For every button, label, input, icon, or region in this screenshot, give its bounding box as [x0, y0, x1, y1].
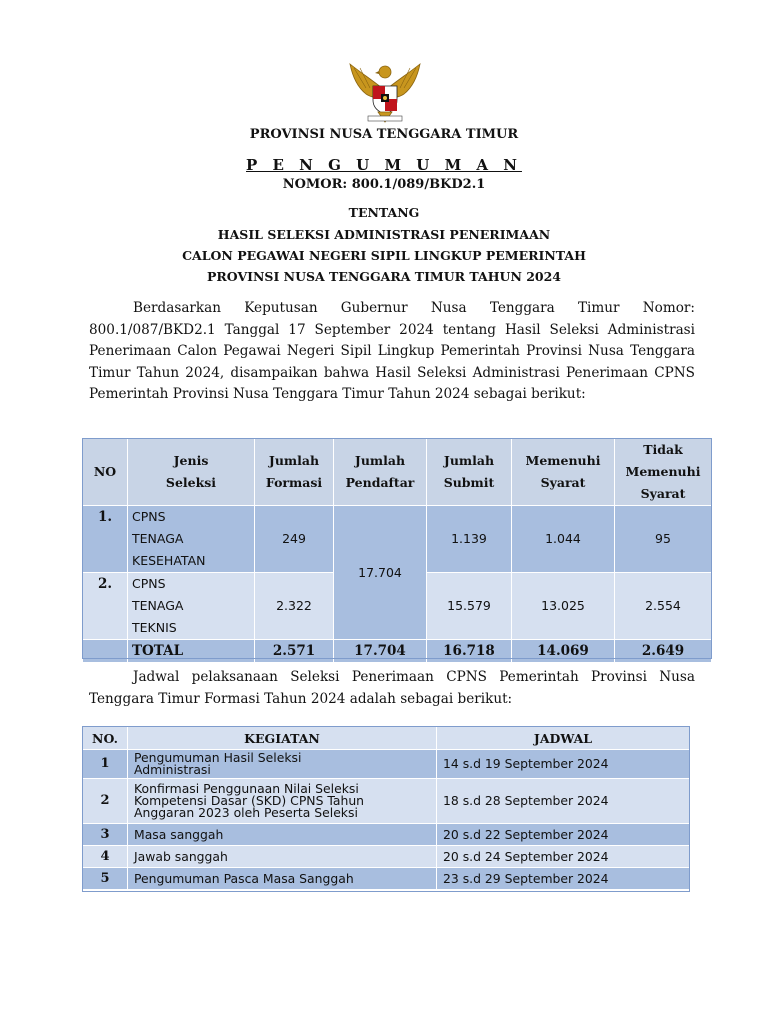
- table-row: [83, 506, 712, 573]
- header-formasi-line-1: Jumlah: [268, 453, 320, 468]
- row-formasi: 249: [255, 506, 334, 573]
- subject-line-3: PROVINSI NUSA TENGGARA TIMUR TAHUN 2024: [206, 269, 562, 284]
- row-formasi: 2.322: [255, 573, 334, 640]
- header-tidak-memenuhi-syarat: [615, 439, 712, 506]
- row-no: 3: [83, 824, 128, 846]
- jenis-line-3: TEKNIS: [132, 620, 177, 635]
- kegiatan-line-1: Jawab sanggah: [134, 848, 228, 864]
- row-no: 1: [83, 750, 128, 779]
- row-jadwal: 14 s.d 19 September 2024: [437, 750, 690, 779]
- garuda-pancasila-emblem-icon: [346, 58, 424, 124]
- jenis-line-3: KESEHATAN: [132, 553, 206, 568]
- row-no: 5: [83, 868, 128, 890]
- row-tidak-memenuhi: 95: [615, 506, 712, 573]
- row-memenuhi: 13.025: [512, 573, 615, 640]
- row-submit: 15.579: [427, 573, 512, 640]
- jenis-line-1: CPNS: [132, 509, 166, 524]
- merged-pendaftar-cell: 17.704: [334, 506, 427, 640]
- total-submit: 16.718: [427, 640, 512, 663]
- row-no: 2.: [83, 573, 128, 640]
- document-title: P E N G U M U M A N: [246, 156, 522, 174]
- schedule-paragraph: Jadwal pelaksanaan Seleksi Penerimaan CPNS Pemerintah Provinsi Nusa Tenggara Timur Formasi Tahun 2024 adalah sebagai berikut:: [89, 669, 695, 707]
- schedule-header-row: [83, 727, 690, 750]
- header-tidak-line-3: Syarat: [640, 486, 686, 501]
- kegiatan-line-1: Pengumuman Hasil Seleksi: [134, 750, 302, 765]
- row-memenuhi: 1.044: [512, 506, 615, 573]
- header-jumlah-pendaftar: [334, 439, 427, 506]
- kegiatan-line-1: Konfirmasi Penggunaan Nilai Seleksi: [134, 781, 359, 796]
- row-jenis-seleksi: [128, 506, 255, 573]
- header-no: NO.: [83, 727, 128, 750]
- results-table: [82, 438, 712, 663]
- header-jenis-seleksi: [128, 439, 255, 506]
- row-jadwal: 20 s.d 24 September 2024: [437, 846, 690, 868]
- row-kegiatan: [128, 779, 437, 824]
- total-tidak-memenuhi: 2.649: [615, 640, 712, 663]
- header-memenuhi-line-2: Syarat: [540, 475, 586, 490]
- kegiatan-line-2: Kompetensi Dasar (SKD) CPNS Tahun: [134, 793, 365, 808]
- total-memenuhi: 14.069: [512, 640, 615, 663]
- row-kegiatan: [128, 868, 437, 890]
- table-row: [83, 779, 690, 824]
- header-memenuhi-syarat: [512, 439, 615, 506]
- jenis-line-2: TENAGA: [132, 531, 184, 546]
- row-submit: 1.139: [427, 506, 512, 573]
- total-pendaftar: 17.704: [334, 640, 427, 663]
- jenis-line-1: CPNS: [132, 576, 166, 591]
- province-heading: PROVINSI NUSA TENGGARA TIMUR: [249, 127, 519, 142]
- kegiatan-line-3: Anggaran 2023 oleh Peserta Seleksi: [134, 805, 358, 820]
- jenis-line-2: TENAGA: [132, 598, 184, 613]
- header-jenis-line-2: Seleksi: [165, 475, 217, 490]
- header-tidak-line-2: Memenuhi: [625, 464, 701, 479]
- schedule-table: [82, 726, 690, 890]
- row-no: 2: [83, 779, 128, 824]
- header-formasi-line-2: Formasi: [265, 475, 323, 490]
- document-number: NOMOR: 800.1/089/BKD2.1: [282, 177, 486, 192]
- row-kegiatan: [128, 846, 437, 868]
- row-tidak-memenuhi: 2.554: [615, 573, 712, 640]
- subject-line-2: CALON PEGAWAI NEGERI SIPIL LINGKUP PEMERINTAH: [182, 248, 586, 263]
- results-header-row: [83, 439, 712, 506]
- header-jenis-line-1: Jenis: [173, 453, 209, 468]
- tentang-heading: TENTANG: [348, 205, 420, 220]
- header-pendaftar-line-2: Pendaftar: [345, 475, 415, 490]
- header-jadwal: JADWAL: [437, 727, 690, 750]
- kegiatan-line-1: Pengumuman Pasca Masa Sanggah: [134, 870, 354, 886]
- kegiatan-line-1: Masa sanggah: [134, 826, 224, 842]
- header-submit-line-2: Submit: [443, 475, 495, 490]
- table-row: [83, 824, 690, 846]
- header-jumlah-formasi: [255, 439, 334, 506]
- total-row: [83, 640, 712, 663]
- total-no-cell: [83, 640, 128, 663]
- total-formasi: 2.571: [255, 640, 334, 663]
- table-row: [83, 868, 690, 890]
- row-no: 1.: [83, 506, 128, 573]
- kegiatan-line-2: Administrasi: [134, 762, 211, 777]
- table-row: [83, 750, 690, 779]
- header-kegiatan: KEGIATAN: [128, 727, 437, 750]
- total-label: TOTAL: [128, 640, 255, 663]
- table-row: [83, 846, 690, 868]
- header-no: NO: [83, 439, 128, 506]
- subject-line-1: HASIL SELEKSI ADMINISTRASI PENERIMAAN: [217, 227, 551, 242]
- header-pendaftar-line-1: Jumlah: [354, 453, 406, 468]
- header-submit-line-1: Jumlah: [443, 453, 495, 468]
- intro-paragraph: Berdasarkan Keputusan Gubernur Nusa Tenggara Timur Nomor: 800.1/087/BKD2.1 Tanggal 17 September 2024 tentang Hasil Seleksi Administrasi Penerimaan Calon Pegawai Negeri Sipil Lingkup Pemerintah Provinsi Nusa Tenggara Timur Tahun 2024, disampaikan bahwa Hasil Seleksi Administrasi Penerimaan CPNS Pemerintah Provinsi Nusa Tenggara Timur Tahun 2024 sebagai berikut:: [89, 300, 695, 402]
- row-jadwal: 20 s.d 22 September 2024: [437, 824, 690, 846]
- row-kegiatan: [128, 824, 437, 846]
- row-kegiatan: [128, 750, 437, 779]
- row-no: 4: [83, 846, 128, 868]
- row-jadwal: 18 s.d 28 September 2024: [437, 779, 690, 824]
- header-jumlah-submit: [427, 439, 512, 506]
- row-jadwal: 23 s.d 29 September 2024: [437, 868, 690, 890]
- header-tidak-line-1: Tidak: [643, 442, 683, 457]
- row-jenis-seleksi: [128, 573, 255, 640]
- header-memenuhi-line-1: Memenuhi: [525, 453, 601, 468]
